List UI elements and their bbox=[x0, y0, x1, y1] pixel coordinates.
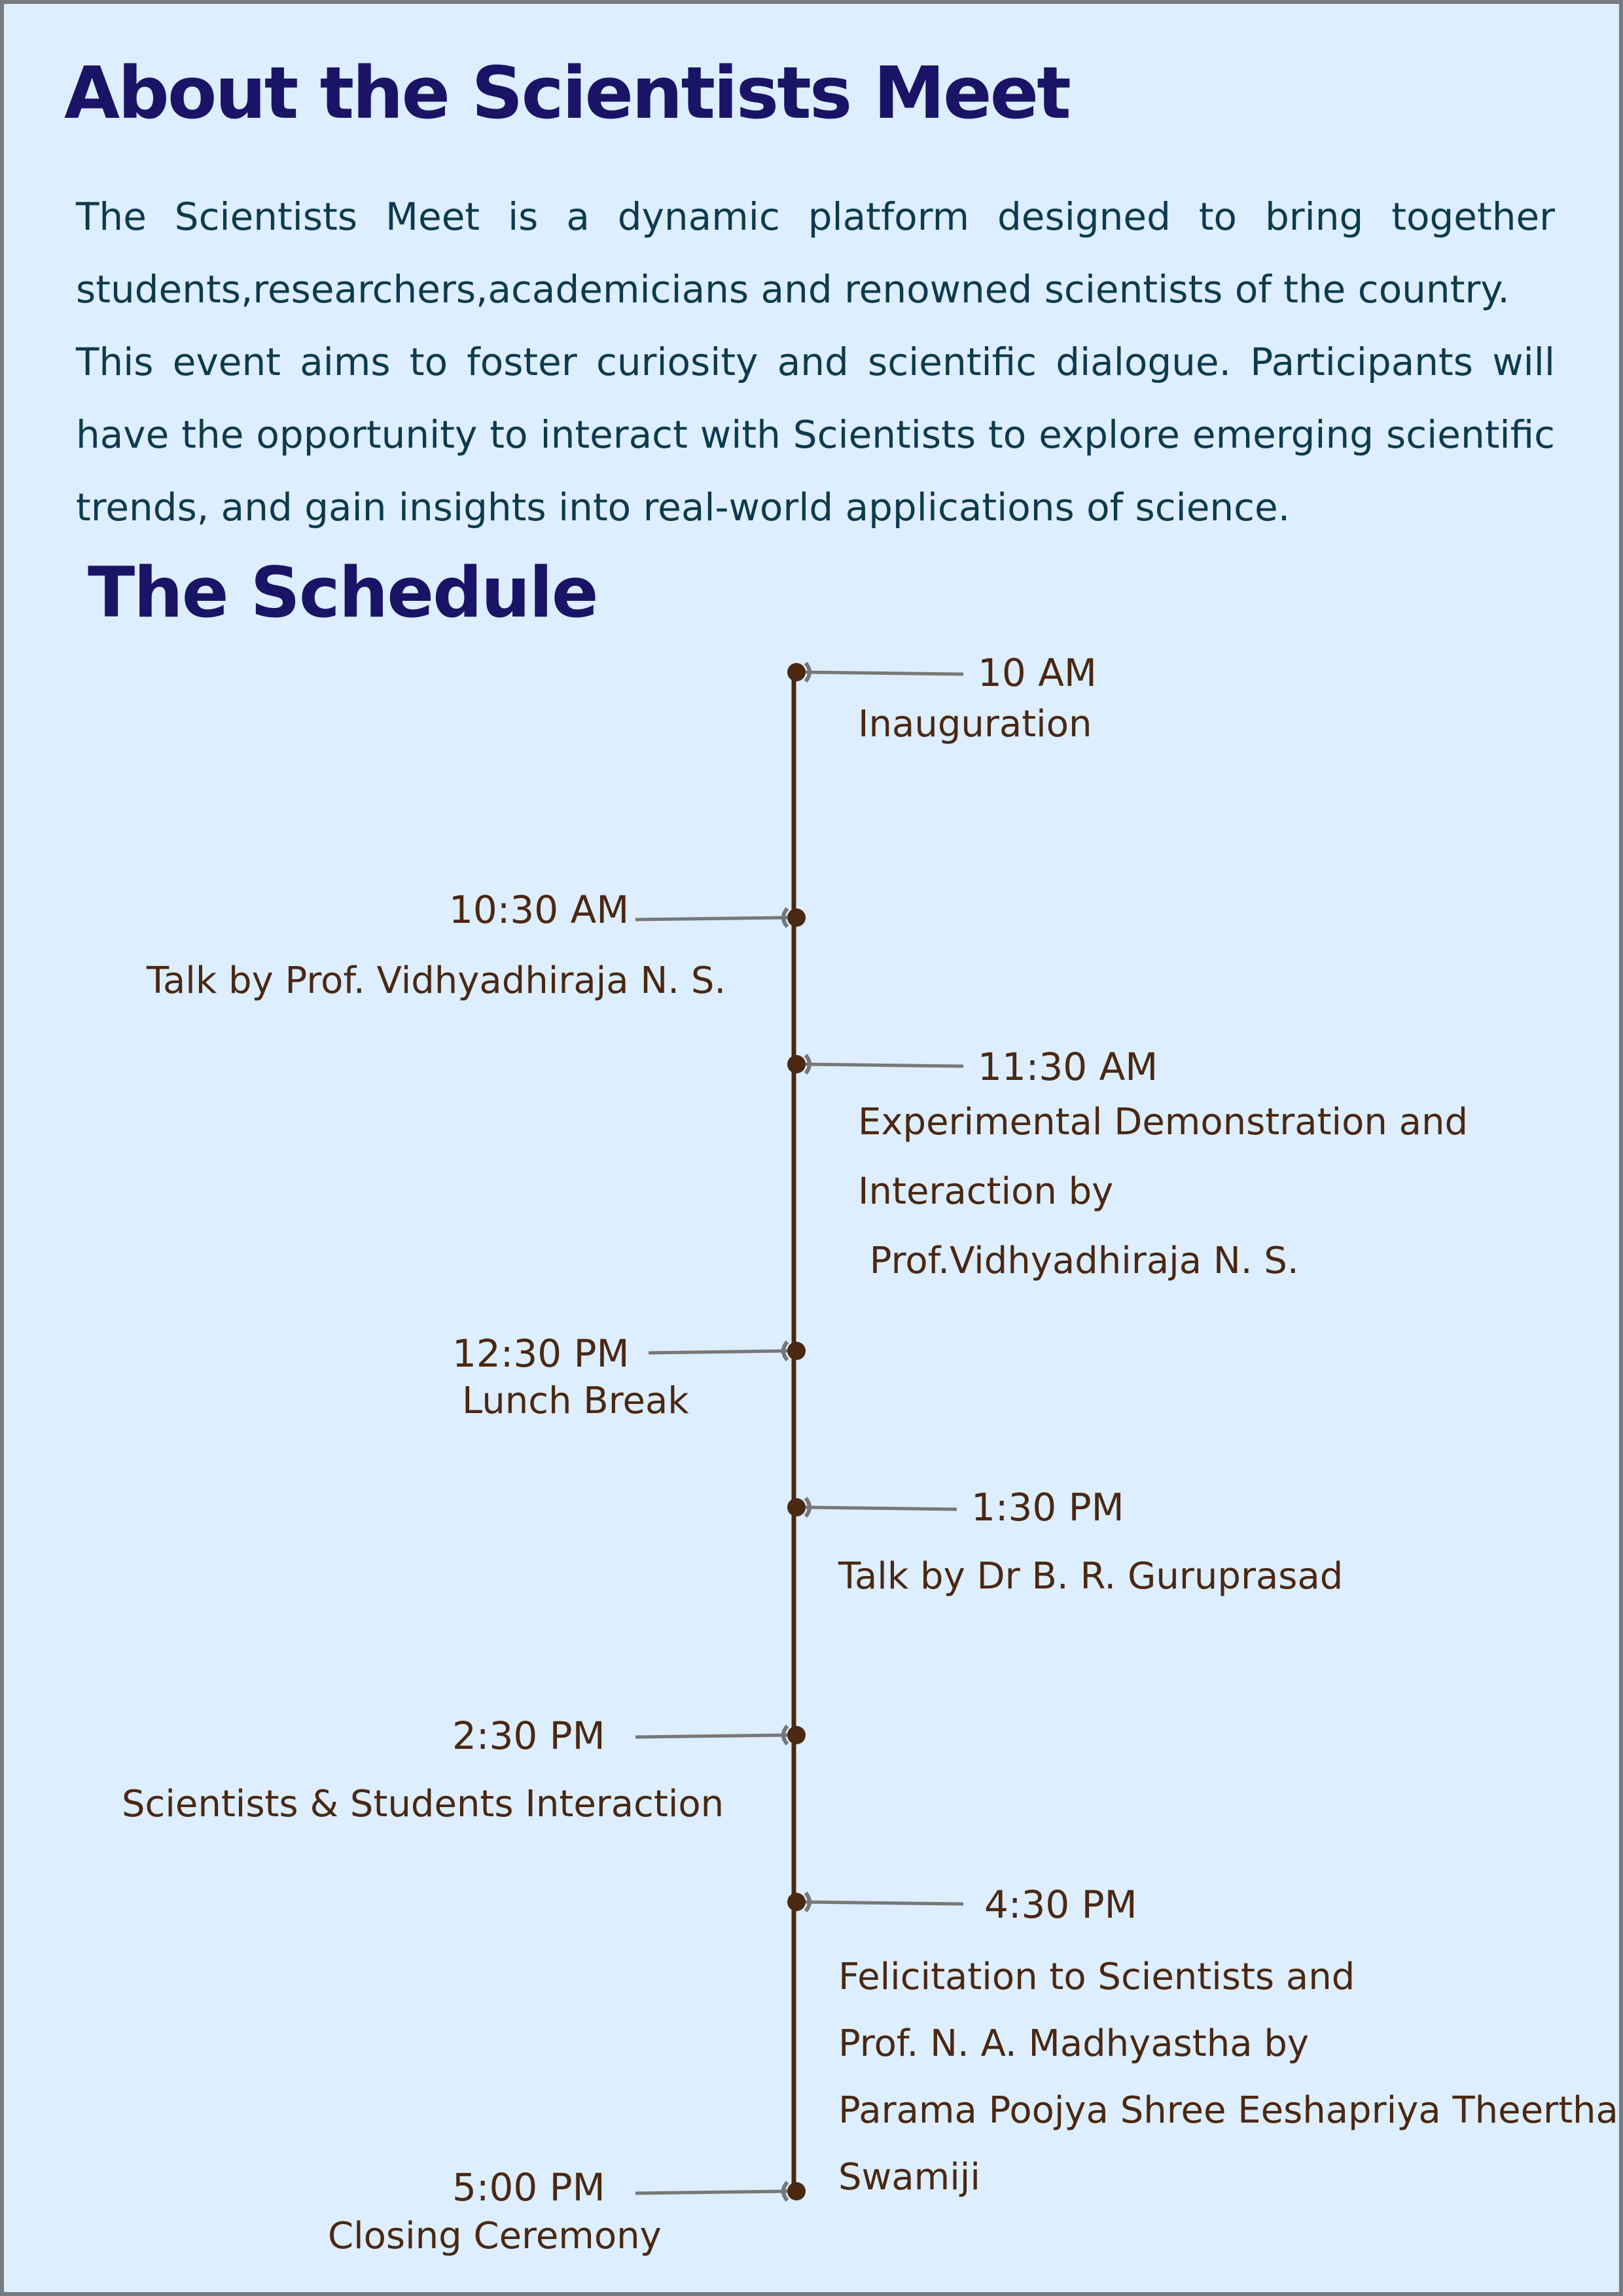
timeline-connector bbox=[635, 2191, 787, 2193]
event-description: Swamiji bbox=[838, 2156, 980, 2198]
timeline-connector bbox=[635, 918, 787, 920]
about-title: About the Scientists Meet bbox=[64, 51, 1069, 135]
event-description: Scientists & Students Interaction bbox=[122, 1783, 724, 1825]
event-time: 4:30 PM bbox=[984, 1882, 1137, 1927]
timeline-dot bbox=[787, 908, 806, 927]
timeline-connector bbox=[649, 1351, 787, 1353]
event-description: Lunch Break bbox=[462, 1380, 689, 1422]
timeline-connector bbox=[806, 1507, 957, 1509]
timeline-connector bbox=[806, 672, 963, 674]
timeline-graphic bbox=[4, 4, 1619, 2292]
event-description: Inauguration bbox=[858, 703, 1092, 745]
event-description: Prof. N. A. Madhyastha by bbox=[838, 2022, 1310, 2065]
event-description: Prof.Vidhyadhiraja N. S. bbox=[858, 1240, 1299, 1282]
event-description: Talk by Dr B. R. Guruprasad bbox=[838, 1555, 1344, 1598]
timeline-connector bbox=[806, 1902, 963, 1904]
timeline-dot bbox=[787, 1726, 806, 1744]
event-description: Felicitation to Scientists and bbox=[838, 1956, 1355, 1998]
about-line: The Scientists Meet is a dynamic platform designed to bring together bbox=[76, 194, 1555, 239]
event-description: Talk by Prof. Vidhyadhiraja N. S. bbox=[147, 960, 726, 1002]
timeline-connector bbox=[806, 1064, 963, 1066]
timeline-dot bbox=[787, 1893, 806, 1911]
schedule-title: The Schedule bbox=[88, 552, 597, 633]
event-time: 12:30 PM bbox=[452, 1331, 630, 1376]
timeline-dot bbox=[787, 2182, 806, 2200]
timeline-dot bbox=[787, 1055, 806, 1073]
event-time: 2:30 PM bbox=[452, 1713, 605, 1758]
about-line: have the opportunity to interact with Scientists to explore emerging scientific bbox=[76, 412, 1555, 457]
timeline-dot bbox=[787, 663, 806, 681]
event-time: 10:30 AM bbox=[449, 888, 630, 932]
event-time: 1:30 PM bbox=[971, 1485, 1124, 1530]
timeline-dot bbox=[787, 1342, 806, 1360]
event-description: Closing Ceremony bbox=[328, 2215, 662, 2257]
about-line: students,researchers,academicians and renowned scientists of the country. bbox=[76, 267, 1510, 312]
event-description: Parama Poojya Shree Eeshapriya Theertha bbox=[838, 2089, 1618, 2132]
about-line: trends, and gain insights into real-world applications of science. bbox=[76, 485, 1291, 529]
about-line: This event aims to foster curiosity and scientific dialogue. Participants will bbox=[76, 340, 1555, 384]
event-description: Experimental Demonstration and bbox=[858, 1101, 1469, 1143]
event-time: 11:30 AM bbox=[978, 1045, 1158, 1089]
event-time: 5:00 PM bbox=[452, 2165, 605, 2210]
timeline-dot bbox=[787, 1498, 806, 1516]
timeline-connector bbox=[635, 1735, 787, 1737]
event-description: Interaction by bbox=[858, 1170, 1114, 1213]
event-time: 10 AM bbox=[978, 651, 1097, 695]
